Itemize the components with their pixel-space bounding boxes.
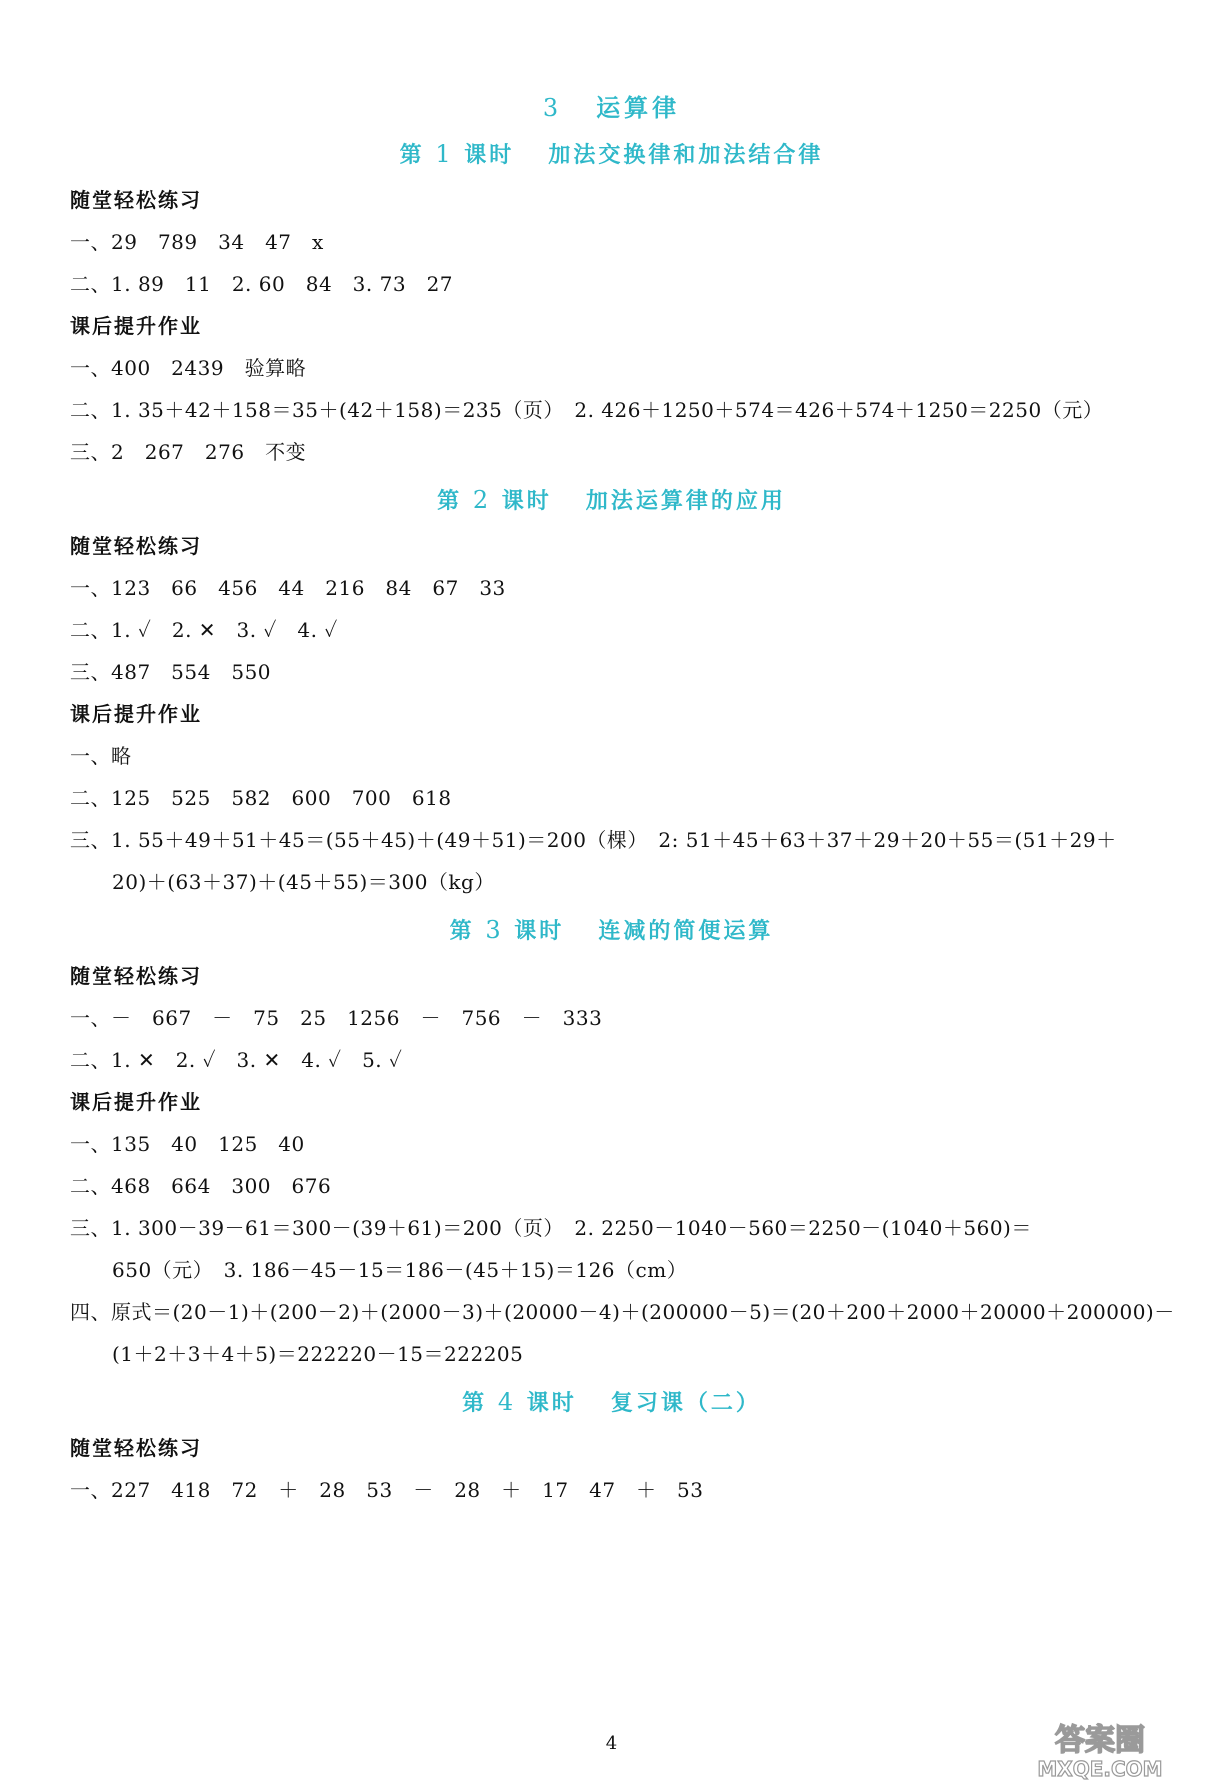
watermark-logo (995, 1716, 1205, 1780)
section-practice: 随堂轻松练习 (70, 188, 202, 212)
page-number: 4 (605, 1733, 618, 1754)
answer-line: 四、原式＝(20－1)＋(200－2)＋(2000－3)＋(20000－4)＋(200000－5)＝(20＋200＋2000＋20000＋200000)－ (70, 1300, 1175, 1324)
answer-line: 二、1. 89 11 2. 60 84 3. 73 27 (70, 272, 454, 296)
lesson-suffix: 课时 (514, 919, 565, 944)
chapter-name: 运算律 (596, 94, 681, 122)
lesson-name: 复习课（二） (610, 1391, 761, 1416)
lesson-prefix: 第 (399, 143, 425, 168)
chapter-title (0, 88, 1223, 123)
lesson-4-title (0, 1386, 1223, 1417)
answer-line: 二、1. ✓ 2. ✕ 3. ✓ 4. ✓ (70, 618, 338, 642)
lesson-suffix: 课时 (526, 1391, 577, 1416)
answer-line: 一、227 418 72 ＋ 28 53 － 28 ＋ 17 47 ＋ 53 (70, 1478, 704, 1502)
watermark-top-text: 答案圈 (1055, 1723, 1145, 1758)
lesson-1-title (0, 138, 1223, 169)
section-practice: 随堂轻松练习 (70, 1436, 202, 1460)
answer-line: 二、1. 35＋42＋158＝35＋(42＋158)＝235（页） 2. 426＋1250＋574＝426＋574＋1250＝2250（元） (70, 398, 1104, 422)
answer-line: 一、123 66 456 44 216 84 67 33 (70, 576, 506, 600)
answer-line: 二、468 664 300 676 (70, 1174, 332, 1198)
lesson-prefix: 第 (437, 489, 463, 514)
answer-line: 一、400 2439 验算略 (70, 356, 307, 380)
chapter-number: 3 (542, 94, 563, 122)
lesson-name: 加法交换律和加法结合律 (548, 143, 824, 168)
watermark-bottom-text: MXQE.COM (1037, 1757, 1163, 1780)
answer-line: 一、29 789 34 47 x (70, 230, 324, 254)
answer-line-continued: (1＋2＋3＋4＋5)＝222220－15＝222205 (112, 1342, 524, 1366)
section-homework: 课后提升作业 (70, 702, 202, 726)
lesson-2-title (0, 484, 1223, 515)
lesson-prefix: 第 (449, 919, 475, 944)
answer-line-continued: 650（元） 3. 186－45－15＝186－(45＋15)＝126（cm） (112, 1258, 688, 1282)
answer-line: 三、2 267 276 不变 (70, 440, 307, 464)
section-homework: 课后提升作业 (70, 1090, 202, 1114)
answer-line: 三、1. 300－39－61＝300－(39＋61)＝200（页） 2. 2250－1040－560＝2250－(1040＋560)＝ (70, 1216, 1032, 1240)
section-practice: 随堂轻松练习 (70, 534, 202, 558)
lesson-number: 2 (472, 486, 492, 514)
answer-line: 二、125 525 582 600 700 618 (70, 786, 452, 810)
lesson-suffix: 课时 (464, 143, 515, 168)
lesson-name: 连减的简便运算 (598, 919, 774, 944)
section-homework: 课后提升作业 (70, 314, 202, 338)
answer-line: 一、略 (70, 744, 132, 768)
answer-line: 二、1. ✕ 2. ✓ 3. ✕ 4. ✓ 5. ✓ (70, 1048, 403, 1072)
lesson-number: 1 (435, 140, 454, 168)
lesson-number: 4 (497, 1388, 517, 1416)
lesson-3-title (0, 914, 1223, 945)
lesson-suffix: 课时 (501, 489, 552, 514)
answer-line: 一、－ 667 － 75 25 1256 － 756 － 333 (70, 1006, 603, 1030)
answer-line: 三、1. 55＋49＋51＋45＝(55＋45)＋(49＋51)＝200（棵） 2: 51＋45＋63＋37＋29＋20＋55＝(51＋29＋ (70, 828, 1117, 852)
lesson-number: 3 (485, 916, 504, 944)
answer-line-continued: 20)＋(63＋37)＋(45＋55)＝300（kg） (112, 870, 495, 894)
section-practice: 随堂轻松练习 (70, 964, 202, 988)
lesson-name: 加法运算律的应用 (585, 489, 786, 514)
answer-line: 一、135 40 125 40 (70, 1132, 305, 1156)
lesson-prefix: 第 (462, 1391, 488, 1416)
answer-line: 三、487 554 550 (70, 660, 272, 684)
